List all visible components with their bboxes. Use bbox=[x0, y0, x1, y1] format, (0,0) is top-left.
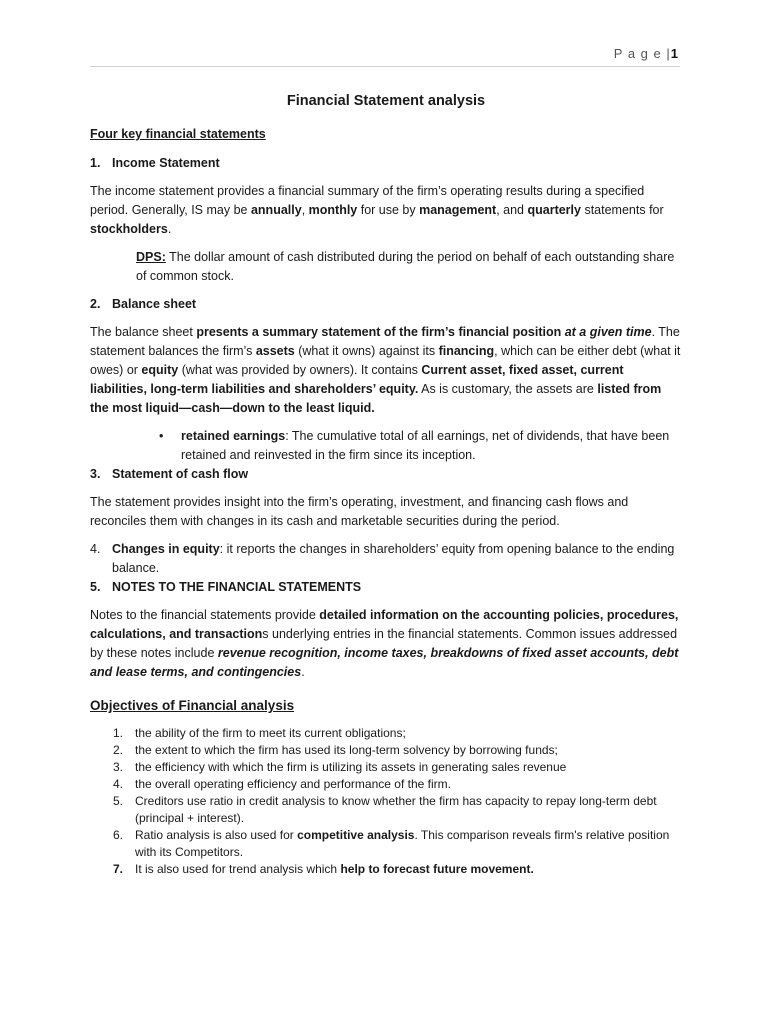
section-title: Balance sheet bbox=[112, 297, 197, 311]
income-statement-paragraph: The income statement provides a financial summary of the firm’s operating results during a specified period. Generally, IS may be annually, monthly for use by management, and quarterly statements for stockholders. bbox=[90, 184, 664, 236]
document-body bbox=[90, 92, 682, 878]
dps-label: DPS: bbox=[136, 250, 166, 264]
section-title: NOTES TO THE FINANCIAL STATEMENTS bbox=[112, 580, 362, 594]
list-item: 6. Ratio analysis is also used for competitive analysis. This comparison reveals firm's relative position with its Competitors. bbox=[113, 828, 670, 859]
section-heading: Four key financial statements bbox=[90, 127, 266, 141]
dps-definition: DPS: The dollar amount of cash distributed during the period on behalf of each outstanding share of common stock. bbox=[136, 250, 675, 283]
notes-paragraph: Notes to the financial statements provide detailed information on the accounting policies, procedures, calculations, and transactions underlying entries in the financial statements. Common issues addressed by these notes include revenue recognition, income taxes, breakdowns of fixed asset accounts, debt and lease terms, and contingencies. bbox=[90, 608, 679, 679]
cash-flow-paragraph: The statement provides insight into the firm’s operating, investment, and financing cash flows and reconciles them with changes in its cash and marketable securities during the period. bbox=[90, 495, 629, 528]
section-title: Income Statement bbox=[112, 156, 220, 170]
list-item: 1. the ability of the firm to meet its current obligations; bbox=[113, 726, 406, 740]
section-number: 3. bbox=[90, 467, 101, 481]
income-statement-heading bbox=[90, 154, 682, 173]
page-separator: | bbox=[666, 46, 671, 61]
changes-in-equity-item: 4. Changes in equity: it reports the changes in shareholders’ equity from opening balance to the ending balance. bbox=[90, 542, 675, 575]
header-rule bbox=[90, 66, 680, 67]
section-number: 4. bbox=[90, 542, 101, 556]
bullet-icon: • bbox=[159, 429, 164, 443]
list-item: 2. the extent to which the firm has used its long-term solvency by borrowing funds; bbox=[113, 743, 558, 757]
section-title: Statement of cash flow bbox=[112, 467, 249, 481]
page-number: 1 bbox=[670, 46, 678, 61]
list-item: 5. Creditors use ratio in credit analysis to know whether the firm has capacity to repay long-term debt (principal + interest). bbox=[113, 794, 657, 825]
section-number: 1. bbox=[90, 156, 101, 170]
notes-heading bbox=[90, 578, 682, 597]
objectives-heading: Objectives of Financial analysis bbox=[90, 698, 295, 713]
page-header bbox=[614, 46, 678, 61]
objectives-list bbox=[90, 725, 682, 878]
list-item: 4. the overall operating efficiency and performance of the firm. bbox=[113, 777, 451, 791]
list-item: 3. the efficiency with which the firm is utilizing its assets in generating sales revenue bbox=[113, 760, 567, 774]
balance-sheet-heading bbox=[90, 295, 682, 314]
retained-earnings-bullet: • retained earnings: The cumulative total of all earnings, net of dividends, that have been retained and reinvested in the firm since its inception. bbox=[159, 429, 670, 462]
list-item: 7. It is also used for trend analysis which help to forecast future movement. bbox=[113, 862, 534, 876]
section-number: 5. bbox=[90, 580, 101, 594]
page-word: P a g e bbox=[613, 46, 662, 61]
cash-flow-heading bbox=[90, 465, 682, 484]
document-title: Financial Statement analysis bbox=[286, 93, 486, 109]
balance-sheet-paragraph: The balance sheet presents a summary statement of the firm’s financial position at a given time. The statement balances the firm’s assets (what it owns) against its financing, which can be either debt (what it owes) or equity (what was provided by owners). It contains Current asset, fixed asset, current liabilities, long-term liabilities and shareholders’ equity. As is customary, the assets are listed from the most liquid—cash—down to the least liquid. bbox=[90, 325, 681, 415]
section-number: 2. bbox=[90, 297, 101, 311]
